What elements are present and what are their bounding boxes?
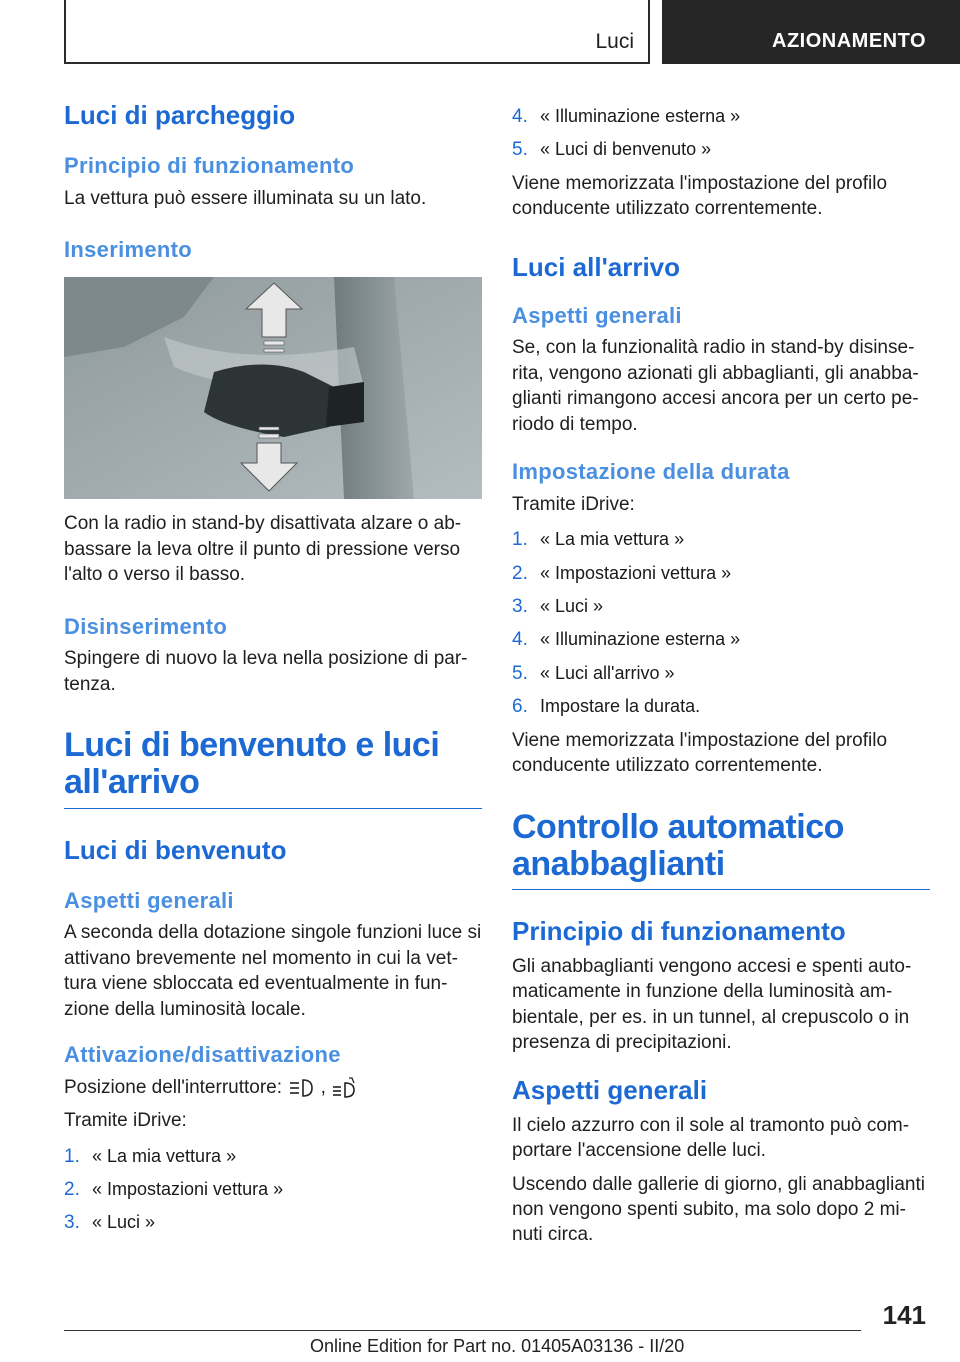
heading-parking-lights: Luci di parcheggio bbox=[64, 100, 296, 130]
list-item: 6. Impostare la durata. bbox=[512, 696, 701, 718]
list-item: 1. « La mia vettura » bbox=[64, 1145, 237, 1167]
heading-duration: Impostazione della durata bbox=[512, 459, 790, 485]
text-arrival-general: Se, con la funzionalità radio in stand-by disinserita, vengono azionati gli abbaglianti, gli anabbaglianti rimangono accesi ancora per un certo periodo di tempo. bbox=[512, 337, 919, 435]
page-number: 141 bbox=[882, 1300, 926, 1330]
footer-divider bbox=[64, 1330, 861, 1331]
switch-label: Posizione dell'interruttore: bbox=[64, 1076, 283, 1098]
list-item: 3. « Luci » bbox=[512, 595, 604, 617]
list-item: 3. « Luci » bbox=[64, 1212, 156, 1234]
heading-auto-low-beam: Controllo automatico anabbaglianti bbox=[512, 809, 930, 891]
list-item: 2. « Impostazioni vettura » bbox=[64, 1179, 284, 1200]
idrive-steps-left bbox=[64, 1144, 482, 1236]
heading-welcome-home-lights: Luci di benvenuto e luci all'arrivo bbox=[64, 727, 482, 809]
heading-activation: Attivazione/disattivazione bbox=[64, 1042, 341, 1068]
heading-arrival-lights: Luci all'arrivo bbox=[512, 251, 681, 282]
header-chapter-tab: AZIONAMENTO bbox=[662, 0, 960, 64]
text-switch-position bbox=[64, 1075, 482, 1100]
right-column bbox=[512, 104, 930, 1248]
list-item: 4. « Illuminazione esterna » bbox=[512, 106, 741, 127]
text-general: A seconda della dotazione singole funzioni luce si attivano brevemente nel momento in cui la vettura viene sbloccata ed eventualmente in funzione della luminosità locale. bbox=[64, 922, 482, 1020]
heading-principle: Principio di funzionamento bbox=[512, 916, 846, 947]
list-item: 5. « Luci di benvenuto » bbox=[512, 139, 712, 161]
stalk-figure bbox=[64, 277, 482, 499]
text-insert: Con la radio in stand-by disattivata alzare o abbassare la leva oltre il punto di pressione verso l'alto o verso il basso. bbox=[64, 513, 462, 586]
heading-general: Aspetti generali bbox=[512, 1075, 708, 1106]
text-tunnel: Uscendo dalle gallerie di giorno, gli anabbaglianti non vengono spenti subito, ma solo dopo 2 minuti circa. bbox=[512, 1173, 925, 1246]
text-disinsert: Spingere di nuovo la leva nella posizione di partenza. bbox=[64, 648, 468, 695]
header-frame bbox=[64, 0, 650, 64]
header-section-title: Luci bbox=[595, 30, 634, 53]
left-column bbox=[64, 100, 482, 1244]
text-idrive: Tramite iDrive: bbox=[64, 1110, 187, 1132]
switch-separator: , bbox=[320, 1076, 326, 1098]
auto-headlight-icon bbox=[331, 1077, 359, 1099]
text-sky: Il cielo azzurro con il sole al tramonto può comportare l'accensione delle luci. bbox=[512, 1114, 910, 1162]
steering-stalk-illustration bbox=[64, 277, 482, 499]
list-item: 1. « La mia vettura » bbox=[512, 529, 685, 551]
list-item: 5. « Luci all'arrivo » bbox=[512, 662, 675, 684]
heading-general: Aspetti generali bbox=[512, 303, 682, 328]
text-principle: La vettura può essere illuminata su un lato. bbox=[64, 187, 427, 209]
heading-insert: Inserimento bbox=[64, 237, 192, 263]
text-idrive: Tramite iDrive: bbox=[512, 493, 635, 515]
parking-light-icon bbox=[287, 1077, 315, 1099]
list-item: 4. « Illuminazione esterna » bbox=[512, 629, 741, 651]
heading-disinsert: Disinserimento bbox=[64, 613, 228, 639]
idrive-steps-welcome bbox=[512, 104, 930, 163]
list-item: 2. « Impostazioni vettura » bbox=[512, 562, 732, 584]
idrive-steps-arrival bbox=[512, 527, 930, 720]
heading-general: Aspetti generali bbox=[64, 888, 234, 914]
text-saved-profile: Viene memorizzata l'impostazione del profilo conducente utilizzato correntemente. bbox=[512, 729, 888, 777]
heading-welcome-lights: Luci di benvenuto bbox=[64, 834, 287, 865]
text-saved-profile: Viene memorizzata l'impostazione del profilo conducente utilizzato correntemente. bbox=[512, 172, 888, 220]
footer-edition: Online Edition for Part no. 01405A03136 - II/20 bbox=[310, 1336, 685, 1356]
text-auto-principle: Gli anabbaglianti vengono accesi e spenti automaticamente in funzione della luminosità ambientale, per es. in un tunnel, al crepuscolo o in presenza di precipitazioni. bbox=[512, 955, 912, 1053]
heading-principle: Principio di funzionamento bbox=[64, 153, 355, 179]
